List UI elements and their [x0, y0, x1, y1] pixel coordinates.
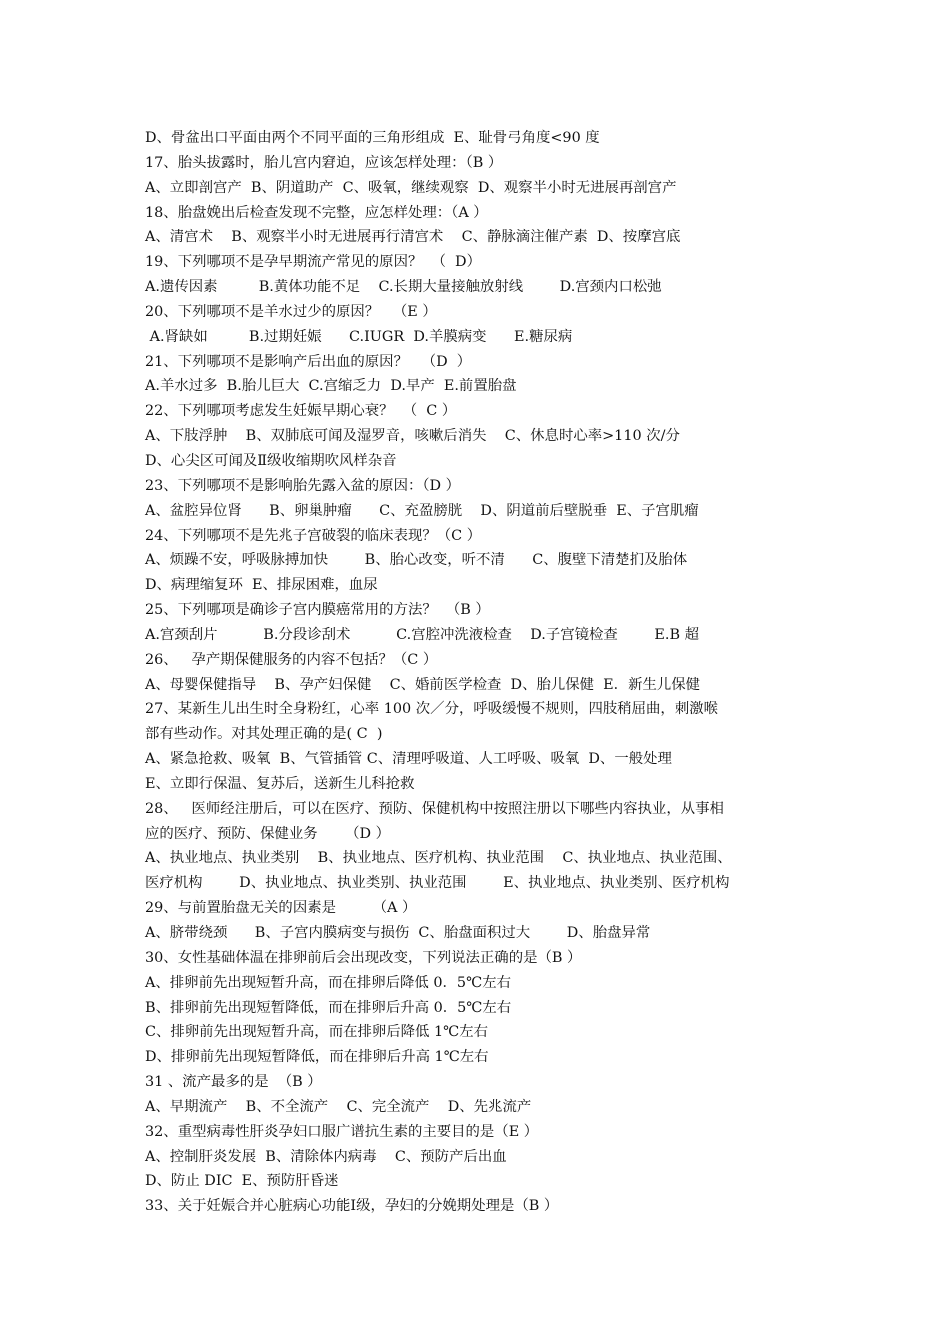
- options-26: A、母婴保健指导 B、孕产妇保健 C、婚前医学检查 D、胎儿保健 E．新生儿保健: [145, 676, 701, 693]
- question-17: 17、胎头拔露时，胎儿宫内窘迫，应该怎样处理：（B ）: [145, 154, 503, 171]
- options-17: A、立即剖宫产 B、阴道助产 C、吸氧，继续观察 D、观察半小时无进展再剖宫产: [145, 179, 677, 196]
- question-28-cont: 应的医疗、预防、保健业务 （D ）: [145, 825, 391, 842]
- question-22: 22、下列哪项考虑发生妊娠早期心衰？ （ C ）: [145, 403, 457, 420]
- options-20: A.肾缺如 B.过期妊娠 C.IUGR D.羊膜病变 E.糖尿病: [145, 328, 573, 345]
- question-33: 33、关于妊娠合并心脏病心功能Ⅰ级，孕妇的分娩期处理是（B ）: [145, 1198, 559, 1215]
- options-29: A、脐带绕颈 B、子宫内膜病变与损伤 C、胎盘面积过大 D、胎盘异常: [145, 925, 651, 941]
- options-19: A.遗传因素 B.黄体功能不足 C.长期大量接触放射线 D.宫颈内口松弛: [145, 279, 662, 296]
- option-30-a: A、排卵前先出现短暂升高，而在排卵后降低 0．5℃左右: [145, 974, 511, 991]
- option-30-c: C、排卵前先出现短暂升高，而在排卵后降低 1℃左右: [145, 1024, 489, 1041]
- options-22: A、下肢浮肿 B、双肺底可闻及湿罗音，咳嗽后消失 C、休息时心率>110 次/分: [145, 428, 680, 445]
- text-line: D、骨盆出口平面由两个不同平面的三角形组成 E、耻骨弓角度<90 度: [145, 130, 600, 146]
- options-24-cont: D、病理缩复环 E、排尿困难，血尿: [145, 577, 378, 594]
- question-32: 32、重型病毒性肝炎孕妇口服广谱抗生素的主要目的是（E ）: [145, 1123, 539, 1140]
- question-23: 23、下列哪项不是影响胎先露入盆的原因：（D ）: [145, 477, 461, 494]
- option-30-d: D、排卵前先出现短暂降低，而在排卵后升高 1℃左右: [145, 1049, 489, 1066]
- options-21: A.羊水过多 B.胎儿巨大 C.宫缩乏力 D.早产 E.前置胎盘: [145, 378, 517, 395]
- question-18: 18、胎盘娩出后检查发现不完整，应怎样处理：（A ）: [145, 204, 488, 221]
- options-25: A.宫颈刮片 B.分段诊刮术 C.宫腔冲洗液检查 D.子宫镜检查 E.B 超: [145, 626, 699, 643]
- options-32: A、控制肝炎发展 B、清除体内病毒 C、预防产后出血: [145, 1148, 507, 1165]
- question-27: 27、某新生儿出生时全身粉红，心率 100 次／分，呼吸缓慢不规则，四肢稍屈曲，刺激喉: [145, 701, 718, 718]
- question-27-cont: 部有些动作。对其处理正确的是( C ): [145, 726, 383, 743]
- question-21: 21、下列哪项不是影响产后出血的原因？ （D ）: [145, 353, 472, 370]
- options-32-cont: D、防止 DIC E、预防肝昏迷: [145, 1173, 339, 1190]
- options-27-cont: E、立即行保温、复苏后，送新生儿科抢救: [145, 775, 415, 792]
- question-26: 26、 孕产期保健服务的内容不包括？（C ）: [145, 651, 438, 668]
- question-25: 25、下列哪项是确诊子宫内膜癌常用的方法？ （B ）: [145, 602, 490, 619]
- options-23: A、盆腔异位肾 B、卵巢肿瘤 C、充盈膀胱 D、阴道前后壁脱垂 E、子宫肌瘤: [145, 502, 699, 519]
- document-body: [145, 126, 815, 1219]
- options-22-cont: D、心尖区可闻及Ⅱ级收缩期吹风样杂音: [145, 452, 397, 469]
- question-24: 24、下列哪项不是先兆子宫破裂的临床表现？（C ）: [145, 527, 482, 544]
- question-30: 30、女性基础体温在排卵前后会出现改变，下列说法正确的是（B ）: [145, 949, 582, 966]
- question-31: 31 、流产最多的是 （B ）: [145, 1074, 322, 1091]
- options-18: A、清宫术 B、观察半小时无进展再行清宫术 C、静脉滴注催产素 D、按摩宫底: [145, 229, 681, 246]
- option-30-b: B、排卵前先出现短暂降低，而在排卵后升高 0．5℃左右: [145, 999, 512, 1016]
- question-29: 29、与前置胎盘无关的因素是 （A ）: [145, 900, 417, 917]
- question-28: 28、 医师经注册后，可以在医疗、预防、保健机构中按照注册以下哪些内容执业，从事相: [145, 800, 724, 817]
- options-28-cont: 医疗机构 D、执业地点、执业类别、执业范围 E、执业地点、执业类别、医疗机构: [145, 875, 730, 892]
- options-27: A、紧急抢救、吸氧 B、气管插管 C、清理呼吸道、人工呼吸、吸氧 D、一般处理: [145, 751, 672, 768]
- options-28: A、执业地点、执业类别 B、执业地点、医疗机构、执业范围 C、执业地点、执业范围、: [145, 850, 732, 867]
- options-31: A、早期流产 B、不全流产 C、完全流产 D、先兆流产: [145, 1098, 532, 1115]
- question-20: 20、下列哪项不是羊水过少的原因？ （E ）: [145, 303, 437, 320]
- options-24: A、烦躁不安，呼吸脉搏加快 B、胎心改变，听不清 C、腹壁下清楚扪及胎体: [145, 552, 688, 569]
- question-19: 19、下列哪项不是孕早期流产常见的原因？ （ D）: [145, 254, 481, 271]
